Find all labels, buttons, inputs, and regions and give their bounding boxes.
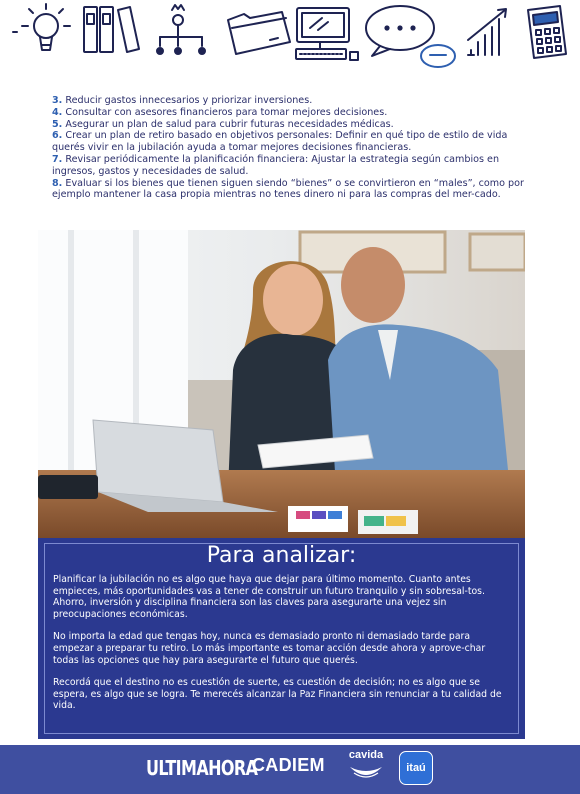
calculator-icon [528,6,566,58]
binders-icon [84,7,139,52]
panel-title: Para analizar: [206,543,357,568]
folder-icon [228,12,290,54]
list-item: 7. Revisar periódicamente la planificación financiera: Ajustar la estrategia según cambios en ingresos, gastos y necesidades de salud. [52,153,500,177]
list-item: 8. Evaluar si los bienes que tienen siguen siendo “bienes” o se convirtieron en “males”, como por ejemplo mantener la casa propia mientras no tenes dinero ni para las compras del mer-cado. [52,177,524,201]
org-chart-icon [157,5,205,54]
cavida-wordmark: cavida [348,749,384,761]
list-item: 6. Crear un plan de retiro basado en objetivos personales: Definir en qué tipo de estilo de vida querés vivir en la jubilación ayuda a tomar mejores decisiones financieras. [52,130,508,154]
panel-paragraph: Planificar la jubilación no es algo que haya que dejar para último momento. Cuanto antes empieces, más oportunidades vas a tener de construir un futuro tranquilo y sin sobresal-tos. Ahorro, inversión y disciplina financiera son las claves para asegurarte una vejez sin preocupaciones económicas. [53,574,485,620]
speech-bubbles-icon [366,6,455,67]
ultimahora-logo: ULTIMAHORA [146,756,258,780]
analysis-panel [38,538,525,739]
list-item: 4. Consultar con asesores financieros para tomar mejores decisiones. [52,106,388,118]
panel-paragraph: Recordá que el destino no es cuestión de suerte, es cuestión de decisión; no es algo que se espera, es algo que se logra. Te merecés alcanzar la Paz Financiera sin renunciar a tu calidad de vida. [53,677,502,712]
itau-logo [399,751,433,785]
cavida-logo [346,749,386,781]
sponsor-footer [0,745,580,794]
panel-body [53,574,511,723]
computer-icon [296,8,358,60]
list-item: 3. Reducir gastos innecesarios y priorizar inversiones. [52,95,313,106]
cadiem-logo: CADIEM [252,755,325,775]
list-item: 5. Asegurar un plan de salud para cubrir futuras necesidades médicas. [52,118,394,130]
panel-paragraph: No importa la edad que tengas hoy, nunca es demasiado pronto ni demasiado tarde para empezar a preparar tu retiro. Lo más importante es tomar acción desde ahora y aprove-char todas las opciones que hay para asegurarte el futuro que querés. [53,631,486,666]
tips-list [52,95,528,201]
lightbulb-icon [13,4,70,50]
growth-chart-icon [468,9,506,55]
header-doodles [0,0,580,80]
itau-wordmark: itaú [406,762,426,774]
couple-photo [38,230,525,538]
